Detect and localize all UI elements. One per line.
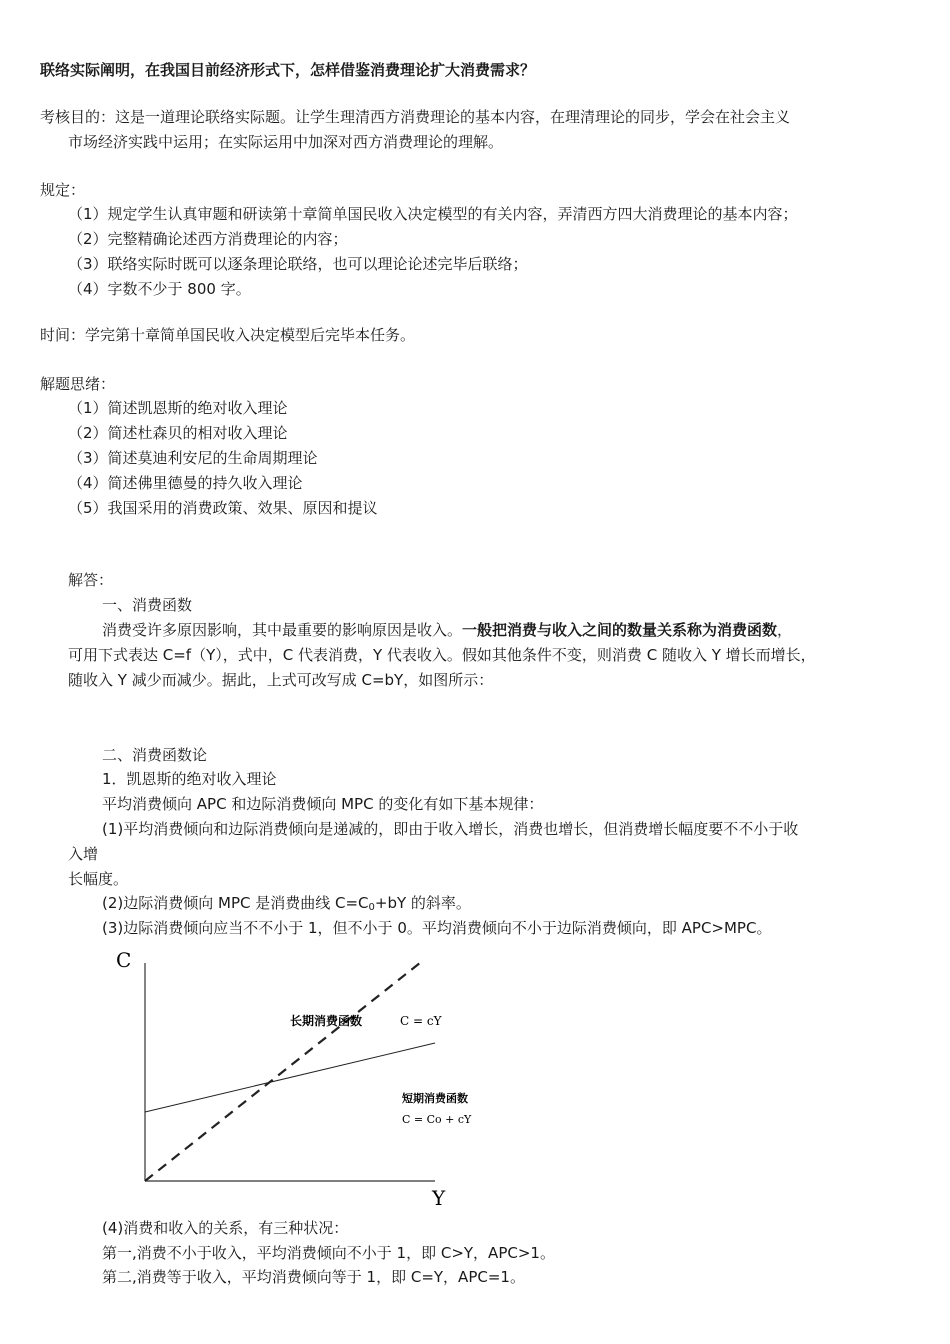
long-run-formula: C = cY <box>400 1014 442 1028</box>
section-1-paragraph-line-2: 可用下式表达 C=f（Y），式中，C 代表消费，Y 代表收入。假如其他条件不变，则消费 C 随收入 Y 增长而增长， <box>68 646 816 664</box>
requirement-item: （3）联络实际时既可以逐条理论联络，也可以理论论述完毕后联络； <box>68 255 528 273</box>
rule-2 <box>102 893 471 913</box>
approach-item: （2）简述杜森贝的相对收入理论 <box>68 424 288 442</box>
long-run-label: 长期消费函数 <box>290 1014 363 1028</box>
requirement-item: （1）规定学生认真审题和研读第十章简单国民收入决定模型的有关内容，弄清西方四大消费理论的基本内容； <box>68 205 798 223</box>
rule-1-line-1: (1)平均消费倾向和边际消费倾向是递减的，即由于收入增长，消费也增长，但消费增长幅度要不不小于收 <box>102 820 799 838</box>
bold-definition: 一般把消费与收入之间的数量关系称为消费函数 <box>462 621 778 639</box>
requirement-item: （2）完整精确论述西方消费理论的内容； <box>68 230 348 248</box>
y-axis-label: C <box>116 948 132 972</box>
rule-1-line-3: 长幅度。 <box>68 870 129 888</box>
section-1-paragraph-line-1 <box>102 620 792 640</box>
requirement-item: （4）字数不少于 800 字。 <box>68 280 251 298</box>
approach-item: （4）简述佛里德曼的持久收入理论 <box>68 474 303 492</box>
answer-label: 解答： <box>68 571 114 589</box>
case-1: 第一,消费不小于收入，平均消费倾向不小于 1，即 C>Y，APC>1。 <box>102 1244 555 1262</box>
rule-2-text: +bY 的斜率。 <box>374 894 471 912</box>
approach-item: （3）简述莫迪利安尼的生命周期理论 <box>68 449 318 467</box>
objective-line-2: 市场经济实践中运用；在实际运用中加深对西方消费理论的理解。 <box>68 133 504 151</box>
time-note: 时间：学完第十章简单国民收入决定模型后完毕本任务。 <box>40 326 416 344</box>
requirements-label: 规定： <box>40 181 86 199</box>
short-run-formula: C = Co + cY <box>402 1113 472 1126</box>
section-1-paragraph-line-3: 随收入 Y 减少而减少。据此，上式可改写成 C=bY，如图所示： <box>68 671 494 689</box>
rule-2-text: (2)边际消费倾向 MPC 是消费曲线 C=C <box>102 894 369 912</box>
question-title: 联络实际阐明，在我国目前经济形式下，怎样借鉴消费理论扩大消费需求？ <box>40 61 536 79</box>
section-2-subheading: 1．凯恩斯的绝对收入理论 <box>102 770 277 788</box>
short-run-label: 短期消费函数 <box>402 1092 468 1105</box>
rule-3: (3)边际消费倾向应当不不小于 1，但不小于 0。平均消费倾向不小于边际消费倾向，即 APC>MPC。 <box>102 919 772 937</box>
section-2-intro: 平均消费倾向 APC 和边际消费倾向 MPC 的变化有如下基本规律： <box>102 795 544 813</box>
approach-item: （5）我国采用的消费政策、效果、原因和提议 <box>68 499 378 517</box>
objective-line-1: 考核目的：这是一道理论联络实际题。让学生理清西方消费理论的基本内容，在理清理论的同步，学会在社会主义 <box>40 108 791 126</box>
x-axis-label: Y <box>432 1186 446 1210</box>
subscript-zero: 0 <box>368 902 375 913</box>
short-run-consumption-line <box>145 1043 435 1112</box>
paragraph-text: 消费受许多原因影响，其中最重要的影响原因是收入。 <box>102 621 463 639</box>
case-2: 第二,消费等于收入，平均消费倾向等于 1，即 C=Y，APC=1。 <box>102 1268 525 1286</box>
long-run-consumption-line <box>145 963 421 1182</box>
approach-label: 解题思绪： <box>40 375 116 393</box>
paragraph-text: ， <box>777 621 793 639</box>
rule-1-line-2: 入增 <box>68 845 99 863</box>
consumption-function-figure <box>110 945 510 1214</box>
approach-item: （1）简述凯恩斯的绝对收入理论 <box>68 399 288 417</box>
section-2-heading: 二、消费函数论 <box>102 746 208 764</box>
section-1-heading: 一、消费函数 <box>102 596 193 614</box>
rule-4: (4)消费和收入的关系，有三种状况： <box>102 1219 349 1237</box>
consumption-function-chart <box>110 945 510 1210</box>
